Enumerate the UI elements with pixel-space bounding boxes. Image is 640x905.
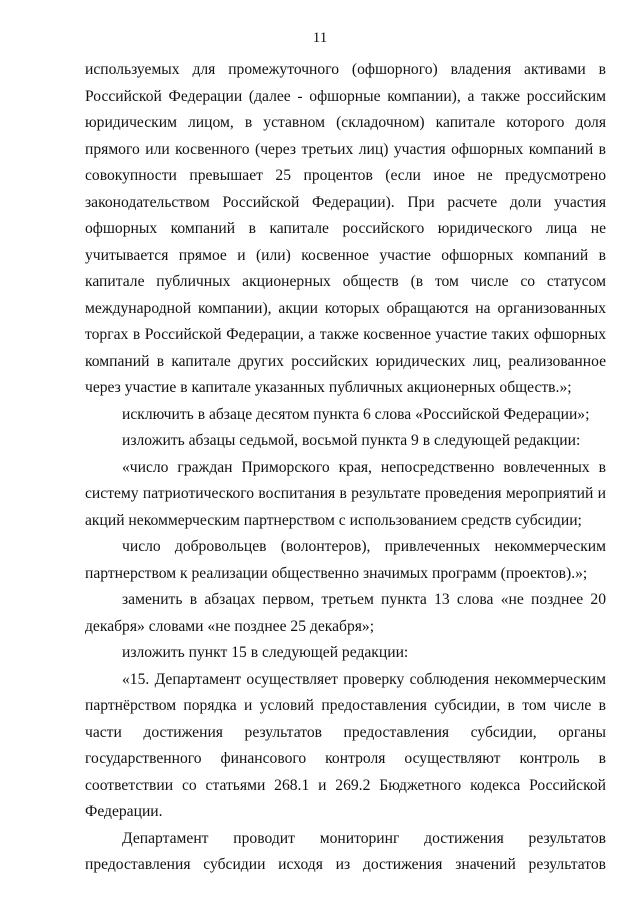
paragraph-clause-15-text: «15. Департамент осуществляет проверку соблюдения некоммерческим партнёрством порядка и условий предоставления субсидии, в том числе в части достижения результатов предоставления субсидии, органы государственного финансового контроля осуществляют контроль в соответствии со статьями 268.1 и 269.2 Бюджетного кодекса Российской Федерации. <box>85 670 606 820</box>
document-body <box>85 57 606 879</box>
paragraph-monitoring: Департамент проводит мониторинг достижения результатов предоставления субсидии исходя из достижения значений результатов <box>85 829 606 873</box>
paragraph-clause-6-amendment: исключить в абзаце десятом пункта 6 слова «Российской Федерации»; <box>122 405 590 423</box>
paragraph-clause-9-intro: изложить абзацы седьмой, восьмой пункта 9 в следующей редакции: <box>122 432 581 449</box>
page-number: 11 <box>312 30 328 46</box>
paragraph-offshore-definition: используемых для промежуточного (офшорного) владения активами в Российской Федерации (далее - офшорные компании), а также российским юридическим лицом, в уставном (складочном) капитале которого доля прямого или косвенного (через третьих лиц) участия офшорных компаний в совокупности превышает 25 процентов (если иное не предусмотрено законодательством Российской Федерации). При расчете доли участия офшорных компаний в капитале российского юридического лица не учитывается прямое и (или) косвенное участие офшорных компаний в капитале публичных акционерных обществ (в том числе со статусом международной компании), акции которых обращаются на организованных торгах в Российской Федерации, а также косвенное участие таких офшорных компаний в капитале других российских юридических лиц, реализованное через участие в капитале указанных публичных акционерных обществ.»; <box>85 61 606 396</box>
paragraph-clause-13-amendment: заменить в абзацах первом, третьем пункта 13 слова «не позднее 20 декабря» словами «не позднее 25 декабря»; <box>85 591 606 635</box>
paragraph-clause-15-intro: изложить пункт 15 в следующей редакции: <box>122 644 409 661</box>
paragraph-volunteers-count: число добровольцев (волонтеров), привлеченных некоммерческим партнерством к реализации общественно значимых программ (проектов).»; <box>85 538 606 582</box>
paragraph-citizens-count: «число граждан Приморского края, непосредственно вовлеченных в систему патриотического воспитания в результате проведения мероприятий и акций некоммерческим партнерством с использованием средств субсидии; <box>85 458 606 529</box>
